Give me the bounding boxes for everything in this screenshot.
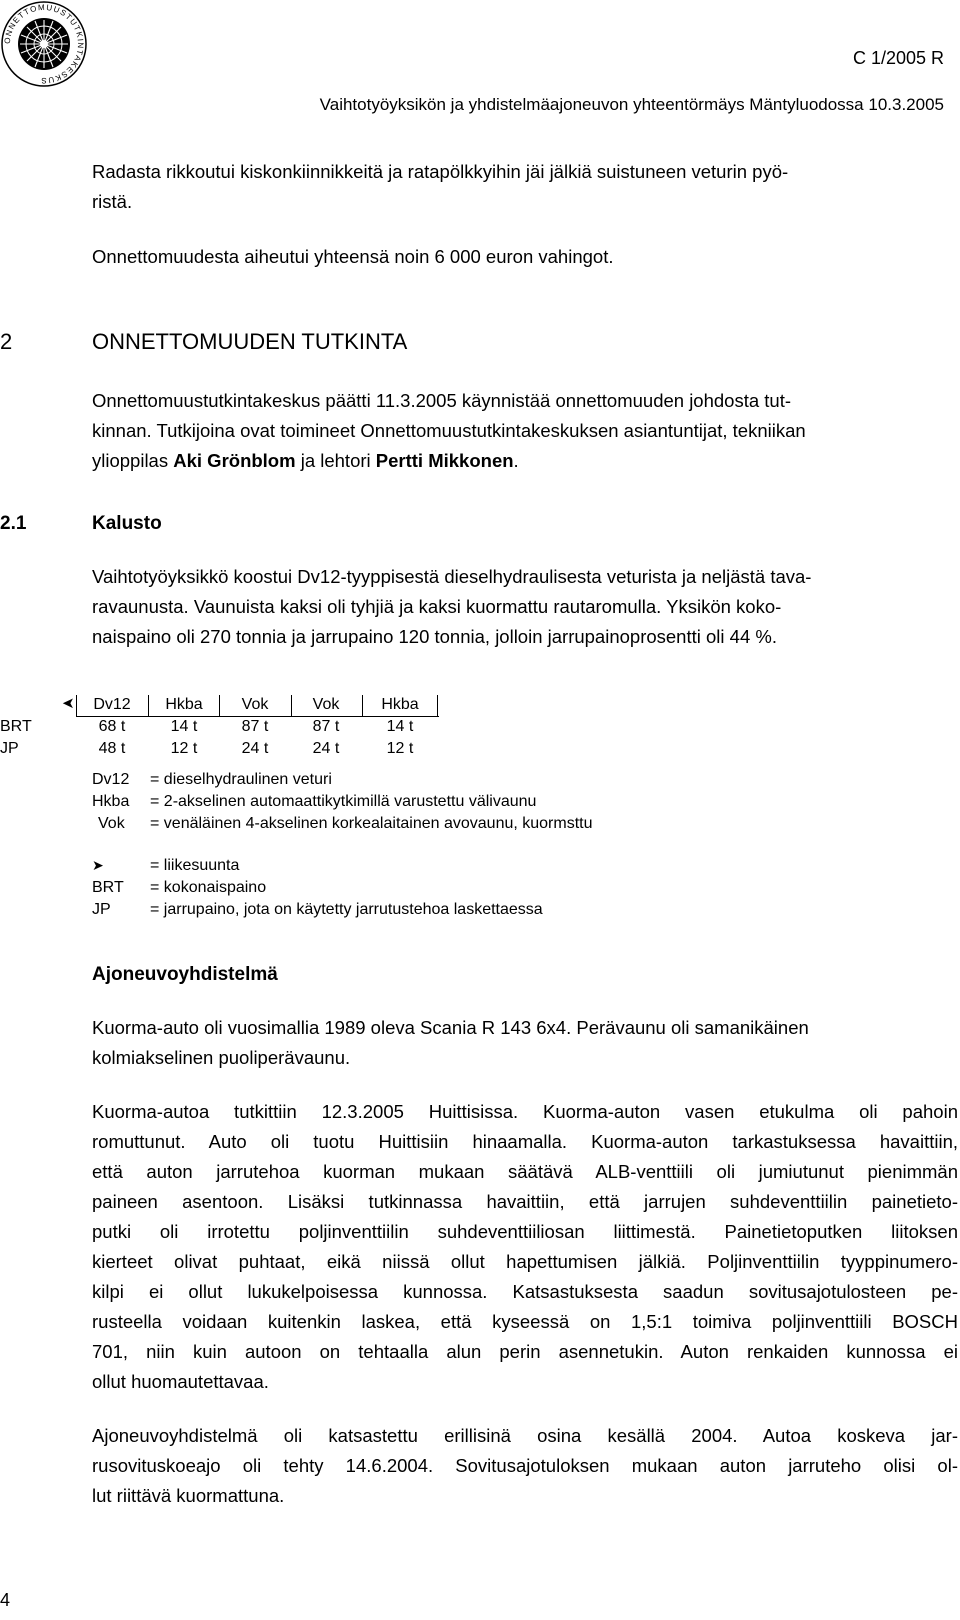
- legend-direction-icon: ➤: [92, 857, 104, 873]
- section-title: Kalusto: [92, 513, 162, 534]
- text-run: ja lehtori: [295, 450, 376, 471]
- logo-text: ONNETTOMUUSTUTKINTAKESKUS: [2, 2, 86, 86]
- text-line: putki oli irrotettu poljinventtiilin suhdeventtiiliosan liittimestä. Painetietoputken liitoksen: [92, 1221, 958, 1242]
- text-line: 701, niin kuin autoon on tehtaalla alun perin asennetukin. Auton renkaiden kunnossa ei: [92, 1341, 958, 1362]
- brt-cell: 14 t: [170, 718, 198, 735]
- consist-table: [0, 690, 960, 760]
- brt-cell: 87 t: [312, 718, 340, 735]
- paragraph-equipment-line3: naispaino oli 270 tonnia ja jarrupaino 120 tonnia, jolloin jarrupainoprosentti oli 44 %.: [92, 626, 777, 647]
- unit-cell: Vok: [312, 696, 340, 713]
- row-label-brt: BRT: [0, 718, 32, 735]
- text-line: rusteella voidaan kuitenkin laskea, että kyseessä on 1,5:1 toimiva poljinventtiili BOSCH: [92, 1311, 958, 1332]
- paragraph-investigation-line1: Onnettomuustutkintakeskus päätti 11.3.2005 käynnistää onnettomuuden johdosta tut-: [92, 390, 792, 411]
- jp-cell: 12 t: [170, 740, 198, 757]
- paragraph-investigation-line3: [92, 446, 958, 476]
- paragraph-equipment-line2: ravaunusta. Vaunuista kaksi oli tyhjiä ja kaksi kuormattu rautaromulla. Yksikön koko-: [92, 596, 782, 617]
- text-run: .: [513, 450, 519, 471]
- legend-term: Vok: [98, 815, 125, 832]
- direction-arrow-icon: ➤: [62, 695, 75, 712]
- text-line: paineen asentoon. Lisäksi tutkinnassa havaittiin, että jarrujen suhdeventtiilin painetieto-: [92, 1191, 958, 1212]
- paragraph-vehicle-line2: kolmiakselinen puoliperävaunu.: [92, 1047, 351, 1068]
- paragraph-cost: Onnettomuudesta aiheutui yhteensä noin 6 000 euron vahingot.: [92, 246, 614, 267]
- jp-cell: 48 t: [98, 740, 126, 757]
- unit-cell: Vok: [241, 696, 269, 713]
- paragraph-damage-line2: ristä.: [92, 191, 133, 212]
- jp-cell: 24 t: [241, 740, 269, 757]
- paragraph-equipment-line1: Vaihtotyöyksikkö koostui Dv12-tyyppisestä dieselhydraulisesta veturista ja neljästä tava-: [92, 566, 812, 587]
- text-line: ollut huomautettavaa.: [92, 1371, 269, 1392]
- jp-cell: 24 t: [312, 740, 340, 757]
- brt-cell: 68 t: [98, 718, 126, 735]
- subheading-vehicle: Ajoneuvoyhdistelmä: [92, 964, 278, 985]
- section-heading-2-1: [0, 509, 958, 539]
- investigator-name-2: Pertti Mikkonen: [375, 450, 514, 471]
- agency-seal-icon: [0, 0, 88, 88]
- text-line: Ajoneuvoyhdistelmä oli katsastettu erillisinä osina kesällä 2004. Autoa koskeva jar-: [92, 1425, 958, 1446]
- text-line: lut riittävä kuormattuna.: [92, 1485, 285, 1506]
- legend-def: = jarrupaino, jota on käytetty jarrutustehoa laskettaessa: [150, 901, 543, 918]
- unit-cell: Hkba: [381, 696, 419, 713]
- legend-def: = venäläinen 4-akselinen korkealaitainen avovaunu, kuormsttu: [150, 815, 593, 832]
- text-line: että auton jarrutehoa kuorman mukaan säätävä ALB-venttiili oli jumiutunut pienimmän: [92, 1161, 958, 1182]
- paragraph-inspection: [92, 1097, 958, 1397]
- document-id: C 1/2005 R: [852, 48, 944, 68]
- section-heading-2: [0, 327, 958, 357]
- paragraph-inspection-history: [92, 1421, 958, 1511]
- legend-term: JP: [92, 901, 111, 918]
- brt-cell: 14 t: [386, 718, 414, 735]
- text-line: rusovituskoeajo oli tehty 14.6.2004. Sovitusajotuloksen mukaan auton jarruteho olisi ol-: [92, 1455, 958, 1476]
- unit-cell: Hkba: [165, 696, 203, 713]
- text-line: Kuorma-autoa tutkittiin 12.3.2005 Huittisissa. Kuorma-auton vasen etukulma oli pahoin: [92, 1101, 958, 1122]
- page-number: 4: [0, 1590, 11, 1610]
- paragraph-damage-line1: Radasta rikkoutui kiskonkiinnikkeitä ja ratapölkkyihin jäi jälkiä suistuneen veturin pyö-: [92, 161, 789, 182]
- investigator-name-1: Aki Grönblom: [173, 450, 296, 471]
- jp-cell: 12 t: [386, 740, 414, 757]
- text-run: ylioppilas: [92, 450, 174, 471]
- legend-def: = liikesuunta: [150, 857, 240, 874]
- row-label-jp: JP: [0, 740, 19, 757]
- text-line: romuttunut. Auto oli tuotu Huittisiin hinaamalla. Kuorma-auton tarkastuksessa havaittiin,: [92, 1131, 958, 1152]
- legend-def: = 2-akselinen automaattikytkimillä varustettu välivaunu: [150, 793, 537, 810]
- legend-term: Hkba: [92, 793, 130, 810]
- legend-def: = dieselhydraulinen veturi: [150, 771, 332, 788]
- brt-cell: 87 t: [241, 718, 269, 735]
- legend-term: BRT: [92, 879, 124, 896]
- agency-logo: [0, 0, 88, 88]
- report-title: Vaihtotyöyksikön ja yhdistelmäajoneuvon yhteentörmäys Mäntyluodossa 10.3.2005: [319, 95, 944, 114]
- legend-term: Dv12: [92, 771, 130, 788]
- paragraph-investigation-line2: kinnan. Tutkijoina ovat toimineet Onnettomuustutkintakeskuksen asiantuntijat, tekniikan: [92, 420, 806, 441]
- section-title: ONNETTOMUUDEN TUTKINTA: [92, 329, 408, 354]
- legend-def: = kokonaispaino: [150, 879, 267, 896]
- section-number: 2: [0, 329, 13, 354]
- text-line: kierteet olivat puhtaat, eikä niissä ollut hapettumisen jälkiä. Poljinventtiilin tyyppinumero-: [92, 1251, 958, 1272]
- unit-cell: Dv12: [93, 696, 131, 713]
- section-number: 2.1: [0, 513, 27, 534]
- text-line: kilpi ei ollut lukukelpoisessa kunnossa. Katsastuksesta saadun sovitusajotulosteen pe-: [92, 1281, 958, 1302]
- paragraph-vehicle-line1: Kuorma-auto oli vuosimallia 1989 oleva Scania R 143 6x4. Perävaunu oli samanikäinen: [92, 1017, 809, 1038]
